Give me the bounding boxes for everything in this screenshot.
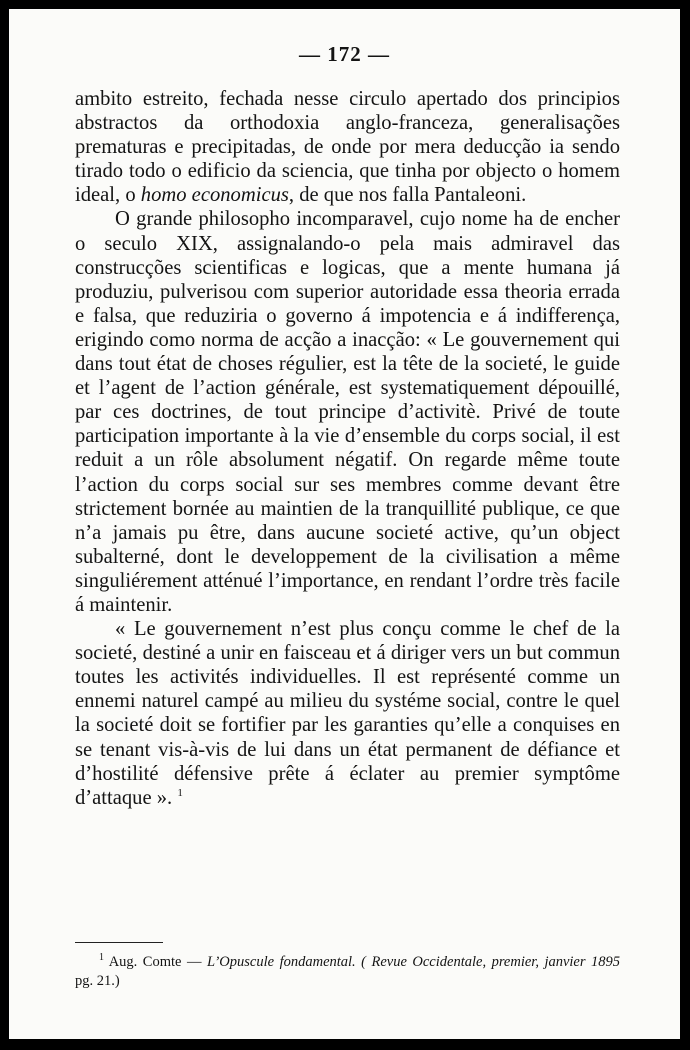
paragraph-3-text: « Le gouvernement n’est plus conçu comme le chef de la societé, destiné a unir en faisceau et á diriger vers un but commun toutes les activités individuelles. Il est représenté comme un ennemi naturel campé au milieu du systéme social, contre le quel la societé doit se fortifier par les garanties qu’elle a conquises en se tenant vis-à-vis de lui dans un état permanent de défiance et d’hostilité défensive prête á éclater au premier symptôme d’attaque ».	[75, 618, 620, 809]
body-text	[75, 87, 620, 810]
footnote-reference: 1	[177, 786, 183, 799]
paragraph-1-text-start: ambito estreito, fechada nesse circulo apertado dos principios abstractos da orthodoxia anglo-franceza, generalisações prematuras e precipitadas, de onde por mera deducção ia sendo tirado todo o edificio da sciencia, que tinha por objecto o homem ideal, o	[75, 88, 620, 207]
paragraph-2: O grande philosopho incomparavel, cujo nome ha de encher o seculo XIX, assignalando-o pela mais admiravel das construcções scientificas e logicas, que a mente humana já produziu, pulverisou com superior autoridade essa theoria errada e falsa, que reduziria o governo á impotencia e á indifferença, erigindo como norma de acção a inacção: « Le gouvernement qui dans tout état de choses régulier, est la tête de la societé, le guide et l’agent de l’action générale, est systematiquement dépouillé, par ces doctrines, de tout principe d’activitè. Privé de toute participation importante à la vie d’ensemble du corps social, il est reduit a un rôle absolument négatif. On regarde même toute l’action du corps social sur ses membres comme devant être strictement bornée au maintien de la tranquillité publique, ce que n’a jamais pu être, dans aucune societé active, qu’un object subalterné, dont le developpement de la civilisation a même singuliérement atténué l’importance, en rendant l’ordre très facile á maintenir.	[75, 208, 620, 616]
footnote-mark: 1	[99, 952, 104, 964]
footnote-page: pg. 21.)	[75, 973, 120, 989]
paragraph-1	[75, 87, 620, 207]
paragraph-3	[75, 617, 620, 810]
paragraph-1-text-end: , de que nos falla Pantaleoni.	[288, 184, 527, 207]
footnote	[75, 953, 620, 991]
italic-term: homo economicus	[140, 184, 289, 207]
page-number: — 172 —	[299, 42, 390, 66]
footnote-divider	[75, 942, 163, 943]
footnote-title: L’Opuscule fondamental. ( Revue Occidentale, premier, janvier 1895	[206, 954, 621, 970]
footnote-author: Aug. Comte —	[108, 954, 202, 970]
book-page	[9, 9, 680, 1039]
